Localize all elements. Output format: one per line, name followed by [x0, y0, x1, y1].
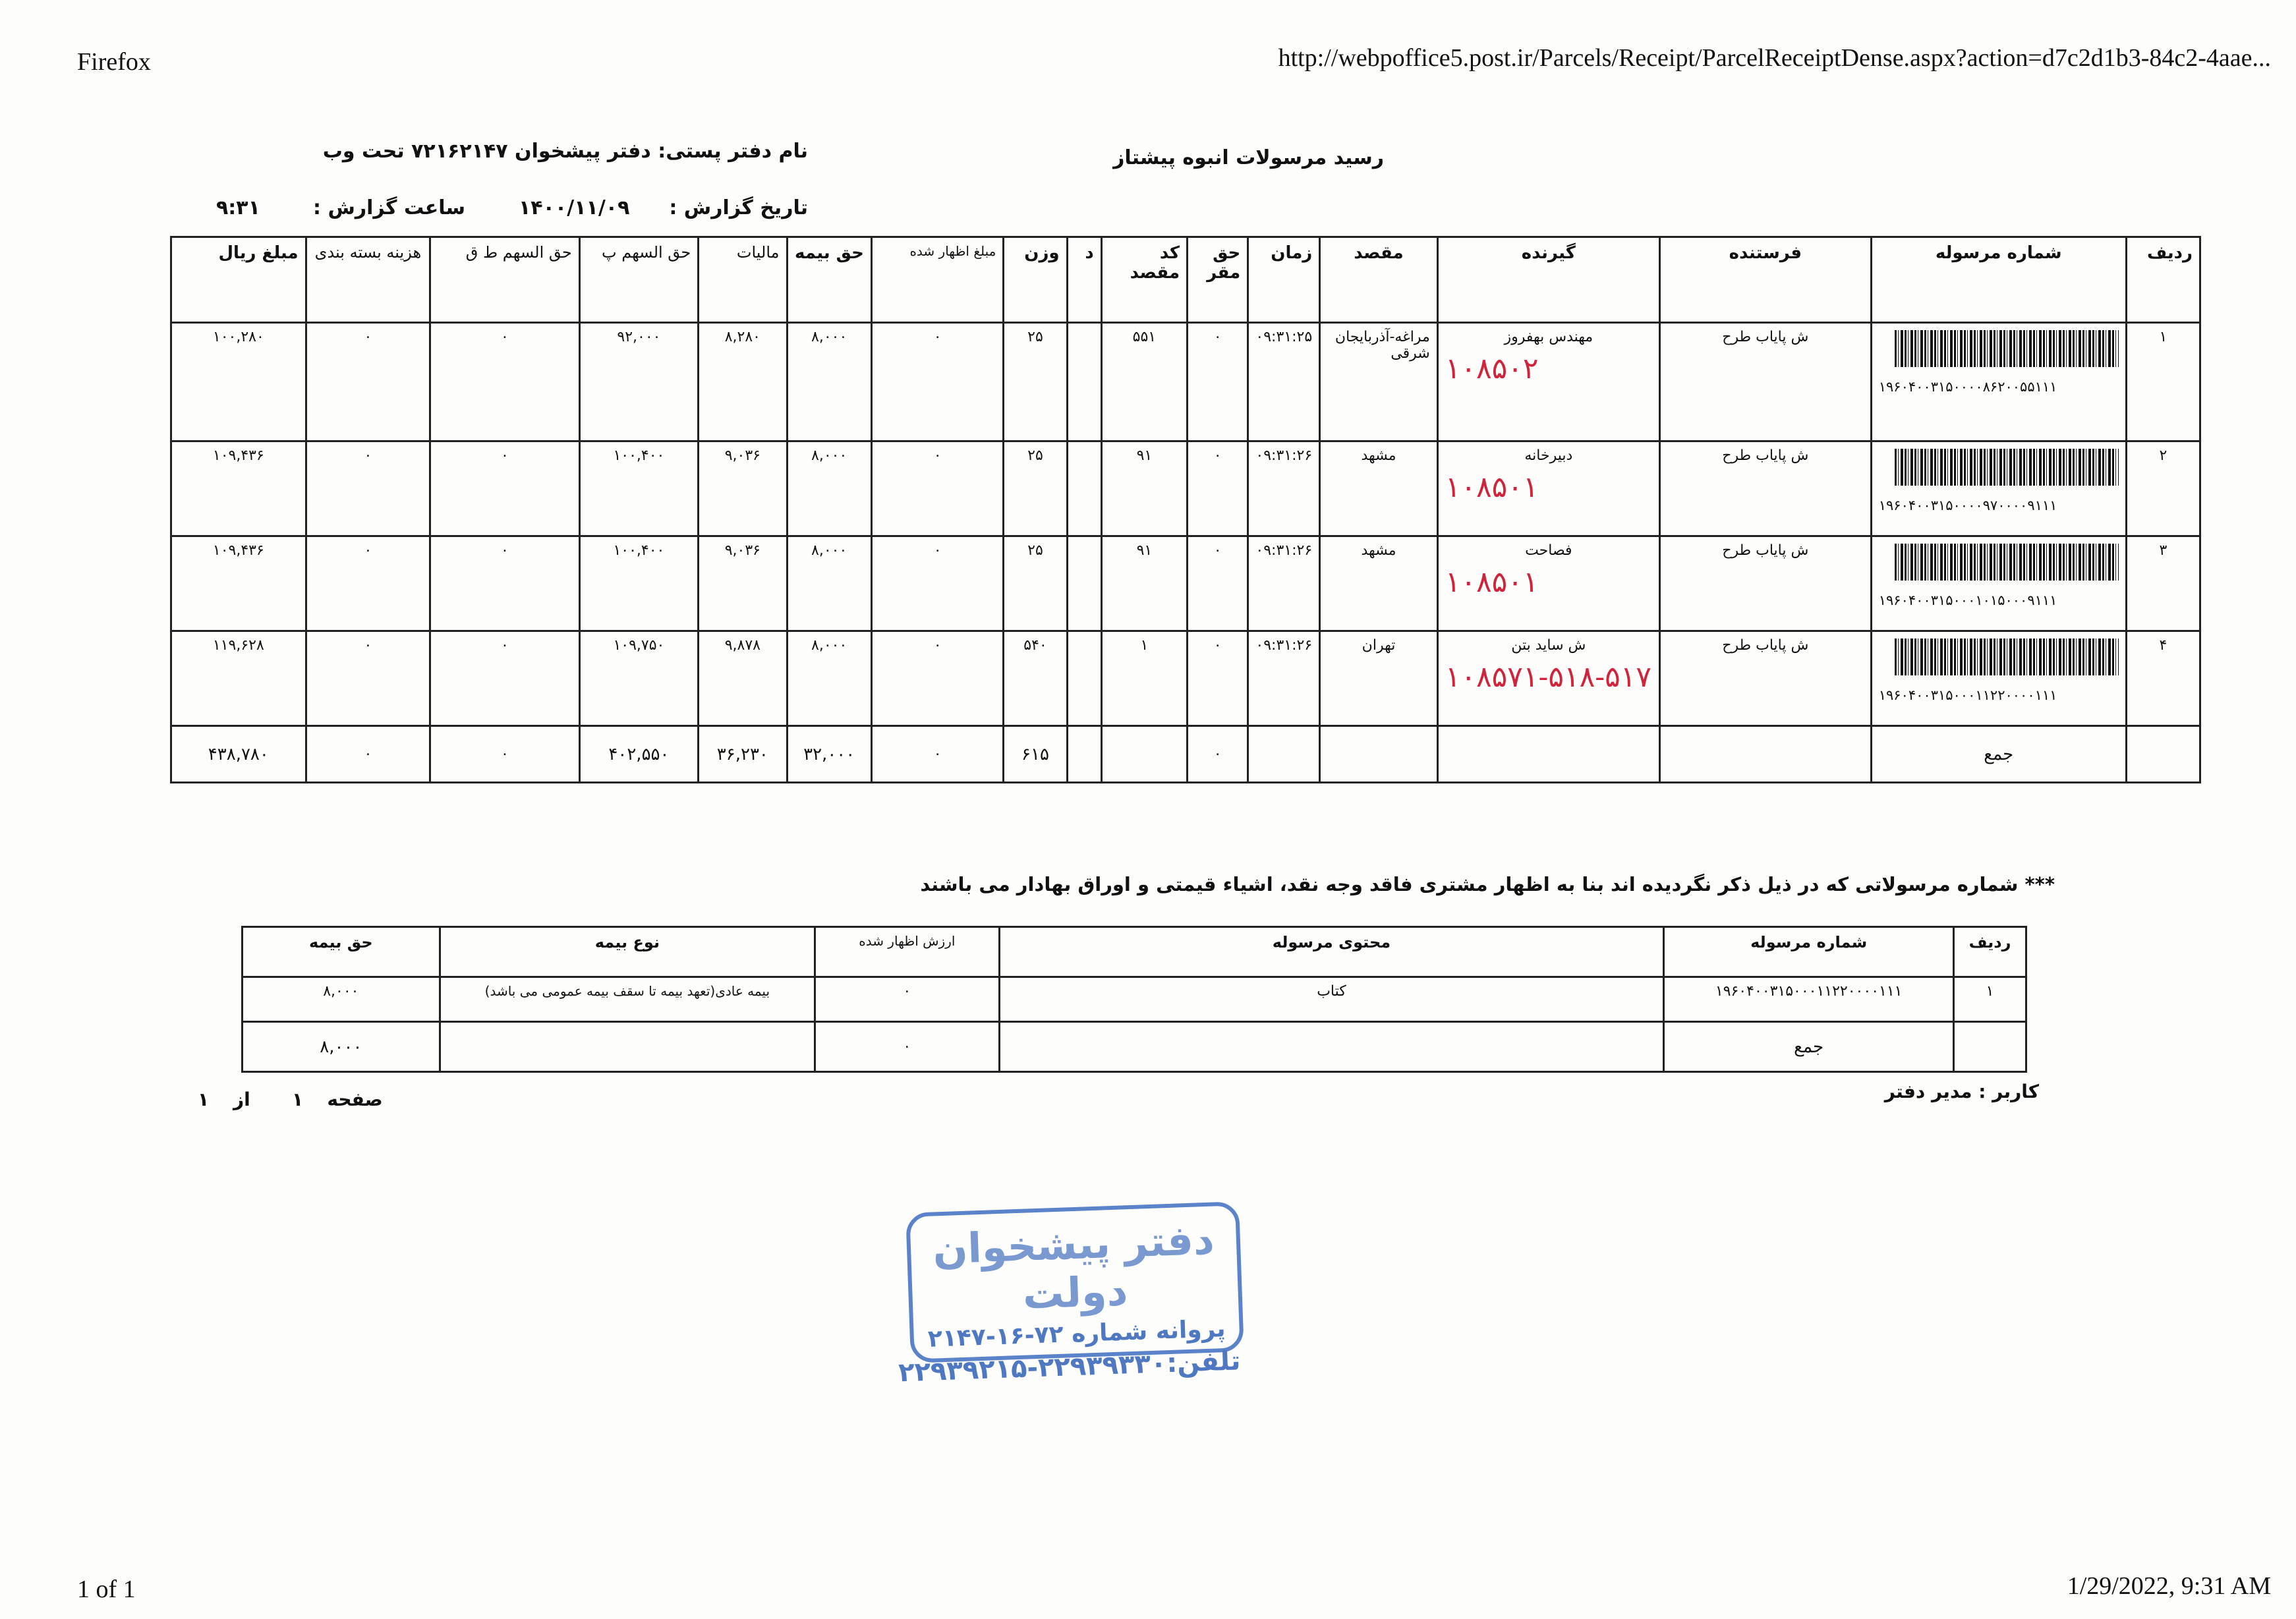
col-hq-fee: حق مقر: [1188, 237, 1248, 323]
report-time-label: ساعت گزارش :: [313, 196, 465, 219]
col-dest-code: کد مقصد: [1101, 237, 1187, 323]
sub-table-header: [243, 927, 2026, 977]
col-insurance: حق بیمه: [787, 237, 871, 323]
report-date-value: ۱۴۰۰/۱۱/۰۹: [519, 196, 630, 219]
office-line: [323, 140, 808, 163]
col-receiver: گیرنده: [1437, 237, 1659, 323]
print-datetime: 1/29/2022, 9:31 AM: [2067, 1572, 2271, 1600]
office-label: نام دفتر پستی:: [658, 140, 808, 163]
col-row: ردیف: [2126, 237, 2200, 323]
barcode: [1895, 449, 2119, 486]
handwritten-note: ۱۰۸۵۰۱: [1445, 565, 1539, 599]
receiver-cell: ش ساید بتن ۱۰۸۵۷۱-۵۱۸-۵۱۷: [1437, 631, 1659, 726]
handwritten-note: ۱۰۸۵۰۱: [1445, 470, 1539, 504]
parcel-number-cell: ۱۹۶۰۴۰۰۳۱۵۰۰۰۰۸۶۲۰۰۵۵۱۱۱: [1871, 323, 2126, 441]
handwritten-note: ۱۰۸۵۰۲: [1445, 352, 1539, 385]
page-count: 1 of 1: [77, 1576, 136, 1603]
insured-parcels-table: [241, 926, 2027, 1073]
receiver-cell: مهندس بهفروز ۱۰۸۵۰۲: [1437, 323, 1659, 441]
table-row: ۱ ۱۹۶۰۴۰۰۳۱۵۰۰۰۰۸۶۲۰۰۵۵۱۱۱ ش پایاب طرح مهندس بهفروز ۱۰۸۵۰۲ مراغه-آذربایجان شرقی ۰۹:۳۱:۲۵ ۰ ۵۵۱ ۲۵ ۰ ۸,۰۰۰ ۸,۲۸۰ ۹۲,۰۰۰ ۰ ۰ ۱۰۰,۲۸۰: [171, 323, 2200, 441]
receipt-title: رسید مرسولات انبوه پیشتاز: [1113, 146, 1384, 169]
receiver-cell: دبیرخانه ۱۰۸۵۰۱: [1437, 441, 1659, 536]
sub-total-row: جمع ۰ ۸,۰۰۰: [243, 1022, 2026, 1072]
sub-table-row: ۱ ۱۹۶۰۴۰۰۳۱۵۰۰۰۱۱۲۲۰۰۰۰۱۱۱ کتاب ۰ بیمه عادی(تعهد بیمه تا سقف بیمه عمومی می باشد) ۸,۰۰۰: [243, 977, 2026, 1022]
col-weight: وزن: [1004, 237, 1067, 323]
sub-col-row: ردیف: [1954, 927, 2026, 977]
parcel-number-cell: ۱۹۶۰۴۰۰۳۱۵۰۰۰۰۹۷۰۰۰۰۹۱۱۱: [1871, 441, 2126, 536]
col-share-p: حق السهم پ: [579, 237, 698, 323]
page-label: صفحه: [327, 1089, 383, 1110]
page-total: ۱: [198, 1089, 210, 1110]
report-time-value: ۹:۳۱: [216, 196, 260, 219]
col-d: د: [1067, 237, 1101, 323]
office-stamp: دفتر پیشخوان دولت پروانه شماره ۷۲-۱۶-۲۱۴۷ تلفن:۲۲۹۳۹۳۳۰-۲۲۹۳۹۲۱۵: [905, 1201, 1244, 1363]
table-header: [171, 237, 2200, 323]
table-row: ۳ ۱۹۶۰۴۰۰۳۱۵۰۰۰۱۰۱۵۰۰۰۹۱۱۱ ش پایاب طرح فصاحت ۱۰۸۵۰۱ مشهد ۰۹:۳۱:۲۶ ۰ ۹۱ ۲۵ ۰ ۸,۰۰۰ ۹,۰۳۶ ۱۰۰,۴۰۰ ۰ ۰ ۱۰۹,۴۳۶: [171, 536, 2200, 631]
parcel-number-cell: ۱۹۶۰۴۰۰۳۱۵۰۰۰۱۰۱۵۰۰۰۹۱۱۱: [1871, 536, 2126, 631]
sub-col-insurance: حق بیمه: [243, 927, 440, 977]
total-row: جمع ۰ ۶۱۵ ۰ ۳۲,۰۰۰ ۳۶,۲۳۰ ۴۰۲,۵۵۰ ۰ ۰ ۴۳۸,۷۸۰: [171, 726, 2200, 783]
office-name: دفتر پیشخوان ۷۲۱۶۲۱۴۷ تحت وب: [322, 140, 651, 163]
col-number: شماره مرسوله: [1871, 237, 2126, 323]
notice-text: *** شماره مرسولاتی که در ذیل ذکر نگردیده اند بنا به اظهار مشتری فاقد وجه نقد، اشیاء قیمتی و اوراق بهادار می باشند: [920, 873, 2055, 895]
table-row: ۴ ۱۹۶۰۴۰۰۳۱۵۰۰۰۱۱۲۲۰۰۰۰۱۱۱ ش پایاب طرح ش ساید بتن ۱۰۸۵۷۱-۵۱۸-۵۱۷ تهران ۰۹:۳۱:۲۶ ۰ ۱ ۵۴۰ ۰ ۸,۰۰۰ ۹,۸۷۸ ۱۰۹,۷۵۰ ۰ ۰ ۱۱۹,۶۲۸: [171, 631, 2200, 726]
table-row: ۲ ۱۹۶۰۴۰۰۳۱۵۰۰۰۰۹۷۰۰۰۰۹۱۱۱ ش پایاب طرح دبیرخانه ۱۰۸۵۰۱ مشهد ۰۹:۳۱:۲۶ ۰ ۹۱ ۲۵ ۰ ۸,۰۰۰ ۹,۰۳۶ ۱۰۰,۴۰۰ ۰ ۰ ۱۰۹,۴۳۶: [171, 441, 2200, 536]
sub-col-content: محتوی مرسوله: [999, 927, 1664, 977]
sub-col-declared-value: ارزش اظهار شده: [815, 927, 999, 977]
browser-name: Firefox: [77, 48, 151, 76]
service-name: پیشتاز: [1113, 146, 1176, 169]
pagination: [198, 1089, 383, 1110]
barcode: [1895, 544, 2119, 581]
col-destination: مقصد: [1320, 237, 1437, 323]
page-of-label: از: [233, 1089, 250, 1110]
col-tax: مالیات: [699, 237, 787, 323]
receiver-cell: فصاحت ۱۰۸۵۰۱: [1437, 536, 1659, 631]
parcel-number-cell: ۱۹۶۰۴۰۰۳۱۵۰۰۰۱۱۲۲۰۰۰۰۱۱۱: [1871, 631, 2126, 726]
parcels-table: [170, 236, 2201, 783]
total-label: جمع: [1871, 726, 2126, 783]
report-date-label: تاریخ گزارش :: [669, 196, 808, 219]
col-packing: هزینه بسته بندی: [306, 237, 430, 323]
sub-col-insurance-type: نوع بیمه: [440, 927, 815, 977]
barcode: [1895, 330, 2119, 367]
col-sender: فرستنده: [1659, 237, 1871, 323]
sub-col-number: شماره مرسوله: [1664, 927, 1954, 977]
col-share-tq: حق السهم ط ق: [430, 237, 580, 323]
col-time: زمان: [1248, 237, 1320, 323]
barcode: [1895, 639, 2119, 675]
col-declared: مبلغ اظهار شده: [871, 237, 1004, 323]
handwritten-note: ۱۰۸۵۷۱-۵۱۸-۵۱۷: [1445, 660, 1652, 694]
col-amount: مبلغ ریال: [171, 237, 306, 323]
page-number: ۱: [292, 1089, 304, 1110]
page-url: http://webpoffice5.post.ir/Parcels/Receipt/ParcelReceiptDense.aspx?action=d7c2d1b3-84c2-4aae...: [1278, 44, 2271, 72]
user-label: کاربر : مدیر دفتر: [1884, 1081, 2039, 1102]
